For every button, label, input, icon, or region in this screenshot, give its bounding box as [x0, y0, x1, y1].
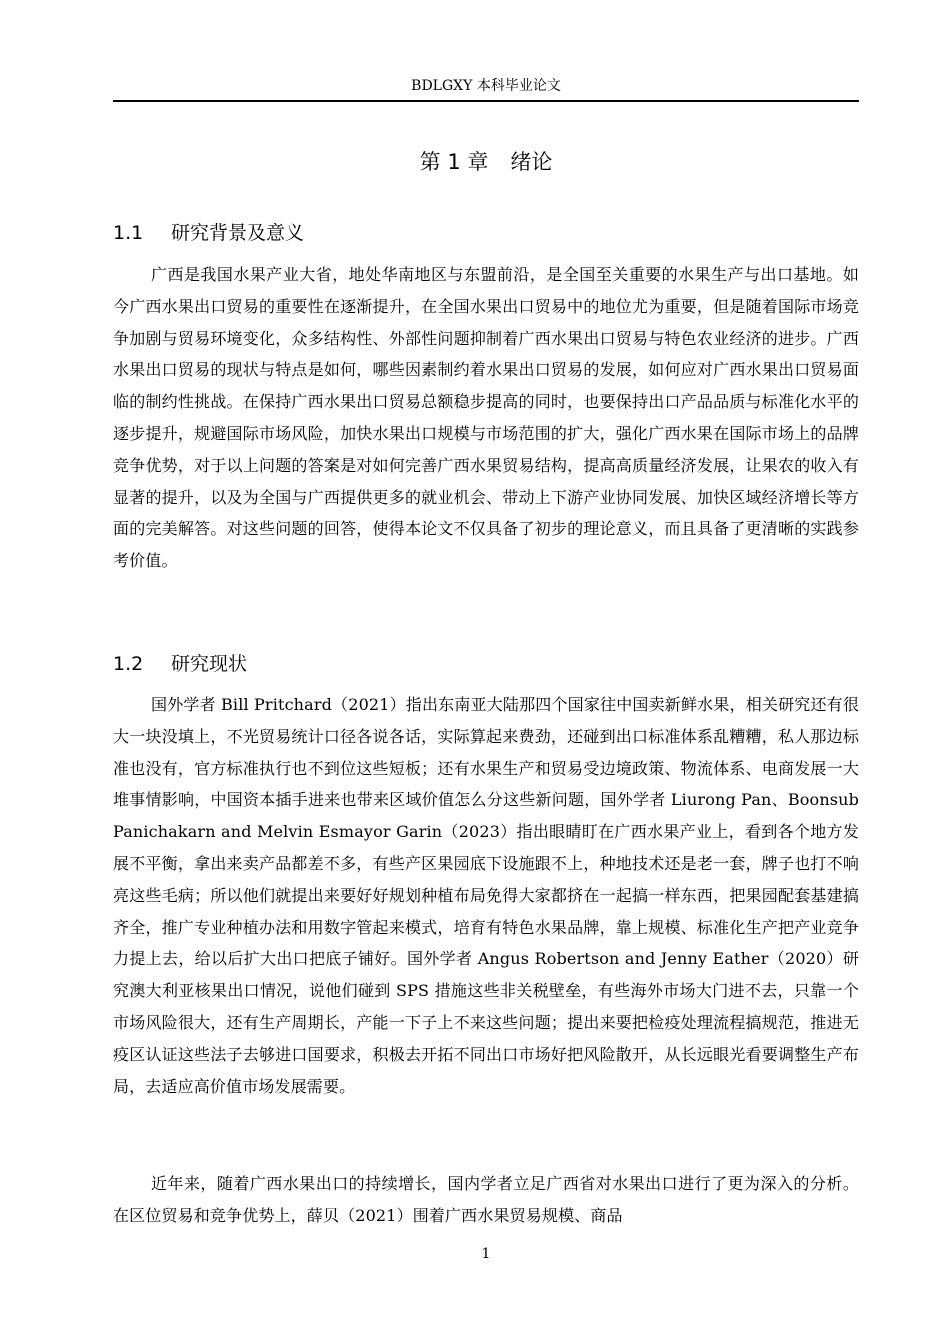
chapter-title — [113, 146, 859, 178]
section-heading-1-1 — [113, 219, 859, 247]
section-heading-1-2 — [113, 650, 859, 678]
chapter-number: 第 1 章 — [419, 150, 489, 174]
paragraph-background: 广西是我国水果产业大省，地处华南地区与东盟前沿，是全国至关重要的水果生产与出口基地。如今广西水果出口贸易的重要性在逐渐提升，在全国水果出口贸易中的地位尤为重要，但是随着国际市场竞争加剧与贸易环境变化，众多结构性、外部性问题抑制着广西水果出口贸易与特色农业经济的进步。广西水果出口贸易的现状与特点是如何，哪些因素制约着水果出口贸易的发展，如何应对广西水果出口贸易面临的制约性挑战。在保持广西水果出口贸易总额稳步提高的同时，也要保持出口产品品质与标准化水平的逐步提升，规避国际市场风险，加快水果出口规模与市场范围的扩大，强化广西水果在国际市场上的品牌竞争优势，对于以上问题的答案是对如何完善广西水果贸易结构，提高高质量经济发展，让果农的收入有显著的提升，以及为全国与广西提供更多的就业机会、带动上下游产业协同发展、加快区域经济增长等方面的完美解答。对这些问题的回答，使得本论文不仅具备了初步的理论意义，而且具备了更清晰的实践参考价值。 — [113, 265, 859, 571]
paragraph-foreign-research: 国外学者 Bill Pritchard（2021）指出东南亚大陆那四个国家往中国卖新鲜水果，相关研究还有很大一块没填上，不光贸易统计口径各说各话，实际算起来费劲，还碰到出口标准体系乱糟糟，私人那边标准也没有，官方标准执行也不到位这些短板；还有水果生产和贸易受边境政策、物流体系、电商发展一大堆事情影响，中国资本插手进来也带来区域价值怎么分这些新问题，国外学者 Liurong Pan、Boonsub Panichakarn and Melvin Esmayor Garin（2023）指出眼睛盯在广西水果产业上，看到各个地方发展不平衡，拿出来卖产品都差不多，有些产区果园底下设施跟不上，种地技术还是老一套，牌子也打不响亮这些毛病；所以他们就提出来要好好规划种植布局免得大家都挤在一起搞一样东西，把果园配套基建搞齐全，推广专业种植办法和用数字管起来模式，培育有特色水果品牌，靠上规模、标准化生产把产业竞争力提上去，给以后扩大出口把底子铺好。国外学者 Angus Robertson and Jenny Eather（2020）研究澳大利亚核果出口情况，说他们碰到 SPS 措施这些非关税壁垒，有些海外市场大门进不去，只靠一个市场风险很大，还有生产周期长，产能一下子上不来这些问题；提出来要把检疫处理流程搞规范，推进无疫区认证这些法子去够进口国要求，积极去开拓不同出口市场好把风险散开，从长远眼光看要调整生产布局，去适应高价值市场发展需要。 — [113, 695, 859, 1096]
paragraph-domestic-research: 近年来，随着广西水果出口的持续增长，国内学者立足广西省对水果出口进行了更为深入的分析。在区位贸易和竞争优势上，薛贝（2021）围着广西水果贸易规模、商品 — [113, 1174, 859, 1225]
section-title: 研究背景及意义 — [171, 222, 305, 244]
section-title: 研究现状 — [171, 653, 248, 675]
chapter-name: 绪论 — [510, 150, 553, 174]
running-header: BDLGXY 本科毕业论文 — [411, 78, 561, 94]
section-number: 1.2 — [113, 653, 144, 675]
header-rule — [113, 100, 859, 102]
page-number: 1 — [481, 1246, 491, 1262]
section-number: 1.1 — [113, 222, 144, 244]
